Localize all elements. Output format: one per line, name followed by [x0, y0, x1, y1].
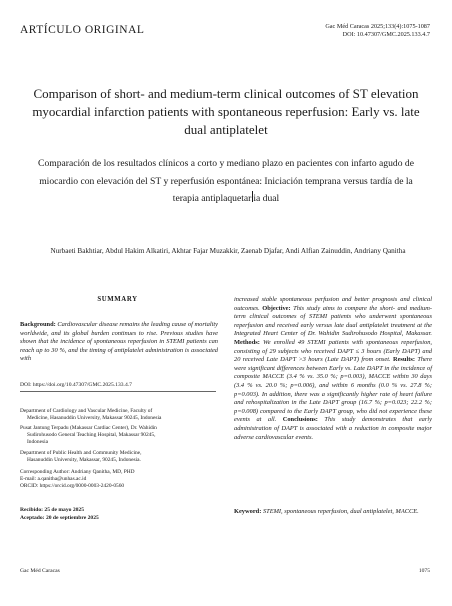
corresponding-email[interactable]: E-mail: a.qanitha@unhas.ac.id — [20, 476, 87, 482]
methods-text: We enrolled 49 STEMI patients with spontaneous reperfusion, consisting of 29 subjects who received DAPT ≤ 3 hours (Early DAPT) and 20 received Late DAPT >3 hours (Late DAPT) from onset. — [234, 338, 432, 364]
abstract-continuation: increased stable spontaneous perfusion and better prognosis and clinical outcomes. — [234, 296, 432, 312]
affiliation-1 — [20, 408, 220, 422]
keywords — [234, 508, 432, 517]
journal-reference — [325, 23, 430, 39]
footer-journal: Gac Méd Caracas — [20, 568, 60, 574]
keywords-text: STEMI, spontaneous reperfusion, dual antiplatelet, MACCE. — [262, 508, 419, 515]
title-english: Comparison of short- and medium-term clinical outcomes of ST elevation myocardial infarction patients with spontaneous reperfusion: Early vs. late dual antiplatelet — [32, 86, 420, 137]
divider-rule — [20, 391, 216, 392]
results-label: Results: — [392, 356, 415, 364]
affiliation-1-line2: Medicine, Hasanuddin University, Makassar 90245, Indonesia — [27, 415, 162, 421]
abstract-right-column — [234, 296, 432, 442]
summary-background — [20, 321, 218, 364]
keywords-label: Keyword: — [234, 508, 262, 515]
summary-heading: SUMMARY — [97, 296, 138, 303]
title-spanish-part1: Comparación de los resultados clínicos a corto y mediano plazo en pacientes con infarto agudo de miocardio con elevación del ST y reperfusión espontánea: Iniciación temprana versus tardía de la terapia antiplaquetar — [38, 158, 414, 204]
affiliation-3-line2: Hasanuddin University, Makassar, 90245, Indonesia. — [27, 457, 141, 463]
section-label: ARTÍCULO ORIGINAL — [20, 24, 145, 36]
objective-label: Objective: — [262, 304, 291, 312]
author-list: Nurbaeti Bakhtiar, Abdul Hakim Alkatiri, Akhtar Fajar Muzakkir, Zaenab Djafar, Andi Alfian Zainuddin, Andriany Qanitha — [50, 247, 406, 255]
conclusions-text: This study demonstrates that early administration of DAPT is associated with a reduction in composite major adverse cardiovascular events. — [234, 416, 432, 441]
affiliation-2-line3: Indonesia — [27, 439, 48, 445]
results-text: There were significant differences between Early vs. Late DAPT in the incidence of composite MACCE (3.4 % vs. 35.0 %; p=0.003), MACCE within 30 days (3.4 % vs. 20.0 %; p=0.006), and within 6 months (0.0 % vs. 27.8 %; p=0.003). In addition, there was a significantly higher rate of heart failure and rehospitalization in the Late DAPT group (16.7 %; p=0.023; 22.2 %; p=0.008) compared to the Early DAPT group, who did not experience these events at all. — [234, 356, 432, 424]
accepted-date: Aceptado: 20 de septiembre 2025 — [20, 515, 99, 521]
affiliation-3-line1: Department of Public Health and Community Medicine, — [20, 450, 142, 456]
affiliation-2-line2: Sudirohusodo General Teaching Hospital, Makassar 90245, — [27, 432, 156, 438]
article-dates — [20, 506, 99, 522]
background-text: Cardiovascular disease remains the leading cause of mortality worldwide, and its global burden continues to rise. Previous studies have shown that the incidence of spontaneous reperfusion in STEMI patients can reach up to 30 %, and the timing of antiplatelet administration is associated with — [20, 321, 218, 363]
title-spanish[interactable] — [30, 155, 422, 208]
affiliation-2-line1: Pusat Jantung Terpadu (Makassar Cardiac Center), Dr. Wahidin — [20, 425, 157, 431]
doi-link[interactable]: DOI: https://doi.org/10.47307/GMC.2025.133.4.7 — [20, 382, 132, 388]
methods-label: Methods: — [234, 338, 260, 346]
affiliation-3 — [20, 450, 220, 464]
journal-doi: DOI: 10.47307/GMC.2025.133.4.7 — [342, 31, 430, 38]
page-number: 1075 — [418, 568, 430, 574]
journal-citation: Gac Méd Caracas 2025;133(4):1075-1087 — [325, 23, 430, 30]
background-label: Background: — [20, 321, 56, 328]
title-spanish-part2: ia dual — [253, 193, 280, 204]
affiliation-1-line1: Department of Cardiology and Vascular Medicine, Faculty of — [20, 408, 153, 414]
corresponding-orcid[interactable]: ORCID: https://orcid.org/0000-0003-2420-0560 — [20, 483, 125, 489]
received-date: Recibido: 25 de mayo 2025 — [20, 507, 85, 513]
conclusions-label: Conclusions: — [282, 416, 318, 424]
corresponding-author — [20, 469, 135, 490]
corresponding-author-name: Corresponding Author: Andriany Qanitha, MD, PHD — [20, 469, 135, 475]
objective-text: This study aims to compare the short- and medium-term clinical outcomes of STEMI patients who underwent spontaneous reperfusion and received early versus late dual antiplatelet treatment at the Integrated Heart Center of Dr. Wahidin Sudirohusodo Hospital, Makassar. — [234, 304, 432, 338]
affiliation-2 — [20, 425, 220, 446]
